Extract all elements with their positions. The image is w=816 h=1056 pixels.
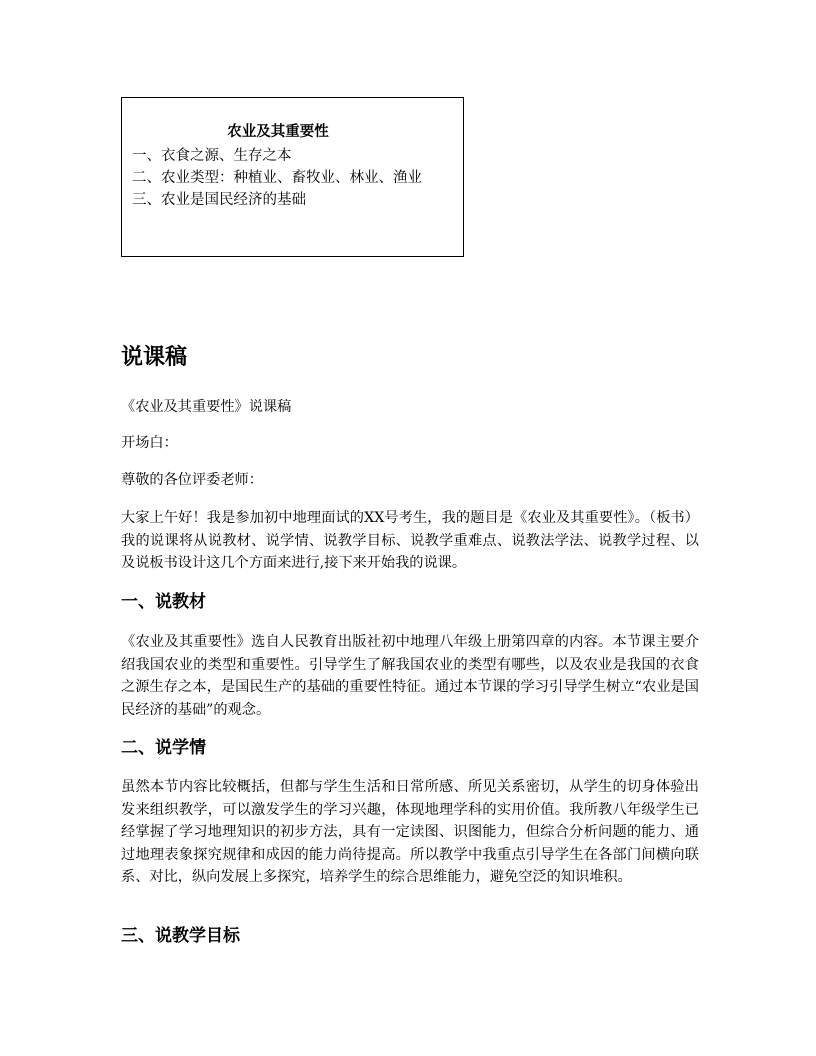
board-line-3: 三、农业是国民经济的基础 [132, 192, 306, 208]
intro-paragraph: 大家上午好！我是参加初中地理面试的XX号考生，我的题目是《农业及其重要性》。（板书）我的说课将从说教材、说学情、说教学目标、说教学重难点、说教法学法、说教学过程、以及说板书设计这几个方面来进行,接下来开始我的说课。 [121, 510, 699, 571]
blackboard-design-box [121, 97, 464, 257]
greeting: 尊敬的各位评委老师： [121, 472, 263, 488]
section-body-textbook: 《农业及其重要性》选自人民教育出版社初中地理八年级上册第四章的内容。本节课主要介绍我国农业的类型和重要性。引导学生了解我国农业的类型有哪些，以及农业是我国的衣食之源生存之本，是国民生产的基础的重要性特征。通过本节课的学习引导学生树立“农业是国民经济的基础”的观念。 [121, 634, 699, 718]
board-title: 农业及其重要性 [227, 124, 329, 140]
document-title: 说课稿 [121, 345, 188, 370]
section-body-students: 虽然本节内容比较概括，但都与学生生活和日常所感、所见关系密切，从学生的切身体验出发来组织教学，可以激发学生的学习兴趣，体现地理学科的实用价值。我所教八年级学生已经掌握了学习地理知识的初步方法，具有一定读图、识图能力，但综合分析问题的能力、通过地理表象探究规律和成因的能力尚待提高。所以教学中我重点引导学生在各部门间横向联系、对比，纵向发展上多探究，培养学生的综合思维能力，避免空泛的知识堆积。 [121, 779, 699, 885]
board-line-2: 二、农业类型：种植业、畜牧业、林业、渔业 [132, 170, 422, 186]
section-heading-students: 二、说学情 [121, 738, 206, 758]
section-heading-objectives: 三、说教学目标 [121, 926, 240, 946]
opening-label: 开场白： [121, 435, 178, 451]
section-heading-textbook: 一、说教材 [121, 592, 206, 612]
lesson-title: 《农业及其重要性》说课稿 [121, 399, 292, 415]
board-line-1: 一、衣食之源、生存之本 [132, 148, 292, 164]
